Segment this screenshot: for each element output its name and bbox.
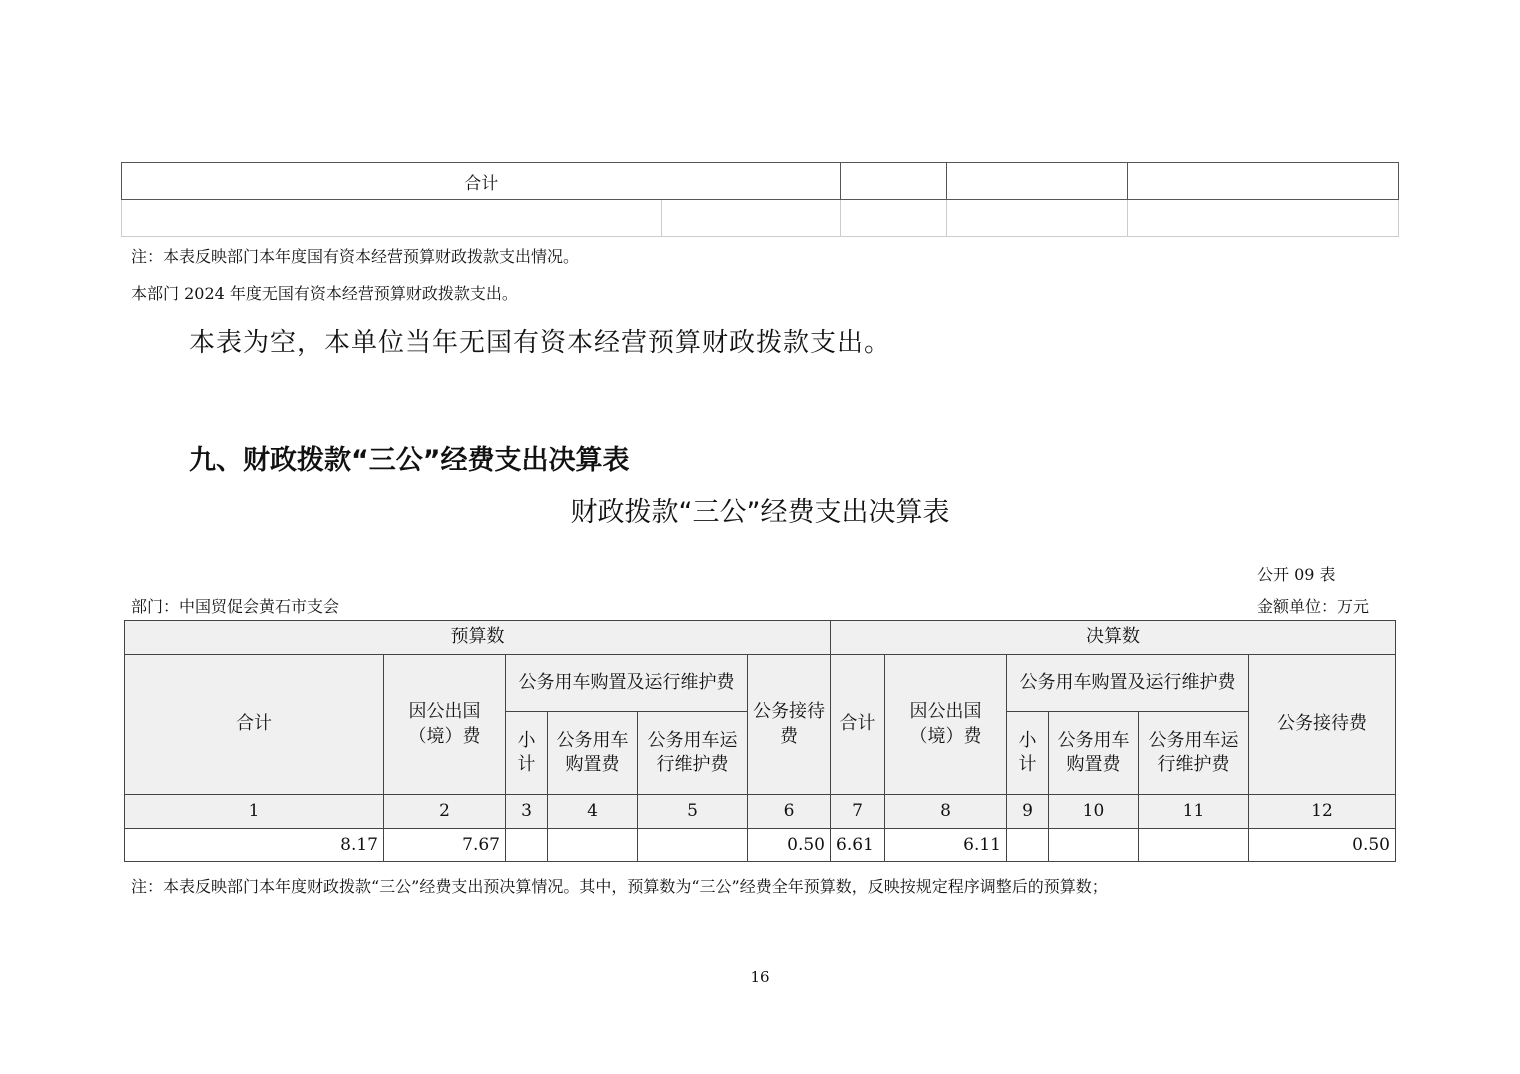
section-heading: 九、财政拨款“三公”经费支出决算表 — [189, 445, 630, 476]
index-cell: 2 — [384, 795, 506, 829]
unit-label: 金额单位：万元 — [1257, 597, 1370, 616]
budget-car-purchase-header: 公务用车购置费 — [548, 712, 638, 795]
footer-note: 注：本表反映部门本年度财政拨款“三公”经费支出预决算情况。其中，预算数为“三公”经费全年预算数，反映按规定程序调整后的预算数； — [131, 877, 1108, 896]
value-cell: 0.50 — [748, 829, 831, 862]
form-code: 公开 09 表 — [1257, 565, 1336, 584]
index-cell: 3 — [506, 795, 548, 829]
budget-subtotal-header: 小计 — [506, 712, 548, 795]
budget-reception-header: 公务接待费 — [748, 655, 831, 795]
final-reception-header: 公务接待费 — [1249, 655, 1396, 795]
index-cell: 8 — [885, 795, 1007, 829]
empty-table-statement: 本表为空，本单位当年无国有资本经营预算财政拨款支出。 — [189, 328, 892, 358]
budget-abroad-header: 因公出国（境）费 — [384, 655, 506, 795]
table-row — [122, 200, 1399, 237]
table-row — [125, 795, 1396, 829]
table-title: 财政拨款“三公”经费支出决算表 — [570, 497, 950, 528]
budget-car-group-header: 公务用车购置及运行维护费 — [506, 655, 748, 712]
three-public-expenses-table — [124, 620, 1396, 862]
final-group-header: 决算数 — [831, 621, 1396, 655]
index-cell: 1 — [125, 795, 384, 829]
table-row — [122, 163, 1399, 200]
budget-car-operation-header: 公务用车运行维护费 — [638, 712, 748, 795]
table-row — [125, 829, 1396, 862]
value-cell: 6.11 — [885, 829, 1007, 862]
value-cell: 0.50 — [1249, 829, 1396, 862]
index-cell: 5 — [638, 795, 748, 829]
budget-group-header: 预算数 — [125, 621, 831, 655]
final-subtotal-header: 小计 — [1007, 712, 1049, 795]
final-car-purchase-header: 公务用车购置费 — [1049, 712, 1139, 795]
table-row — [125, 621, 1396, 655]
index-cell: 4 — [548, 795, 638, 829]
index-cell: 7 — [831, 795, 885, 829]
index-cell: 9 — [1007, 795, 1049, 829]
department-label: 部门：中国贸促会黄石市支会 — [131, 597, 340, 616]
final-car-group-header: 公务用车购置及运行维护费 — [1007, 655, 1249, 712]
value-cell: 7.67 — [384, 829, 506, 862]
index-cell: 12 — [1249, 795, 1396, 829]
table-row — [125, 655, 1396, 712]
final-abroad-header: 因公出国（境）费 — [885, 655, 1007, 795]
index-cell: 6 — [748, 795, 831, 829]
capital-budget-table — [121, 162, 1399, 237]
value-cell: 6.61 — [831, 829, 885, 862]
table-note: 注：本表反映部门本年度国有资本经营预算财政拨款支出情况。 — [131, 247, 580, 266]
index-cell: 10 — [1049, 795, 1139, 829]
value-cell — [1049, 829, 1139, 862]
index-cell: 11 — [1139, 795, 1249, 829]
value-cell — [638, 829, 748, 862]
value-cell: 8.17 — [125, 829, 384, 862]
value-cell — [1139, 829, 1249, 862]
value-cell — [548, 829, 638, 862]
no-expenditure-note: 本部门 2024 年度无国有资本经营预算财政拨款支出。 — [131, 284, 518, 303]
budget-total-header: 合计 — [125, 655, 384, 795]
total-label: 合计 — [122, 163, 841, 200]
page-number: 16 — [750, 968, 770, 986]
value-cell — [506, 829, 548, 862]
value-cell — [1007, 829, 1049, 862]
final-total-header: 合计 — [831, 655, 885, 795]
final-car-operation-header: 公务用车运行维护费 — [1139, 712, 1249, 795]
